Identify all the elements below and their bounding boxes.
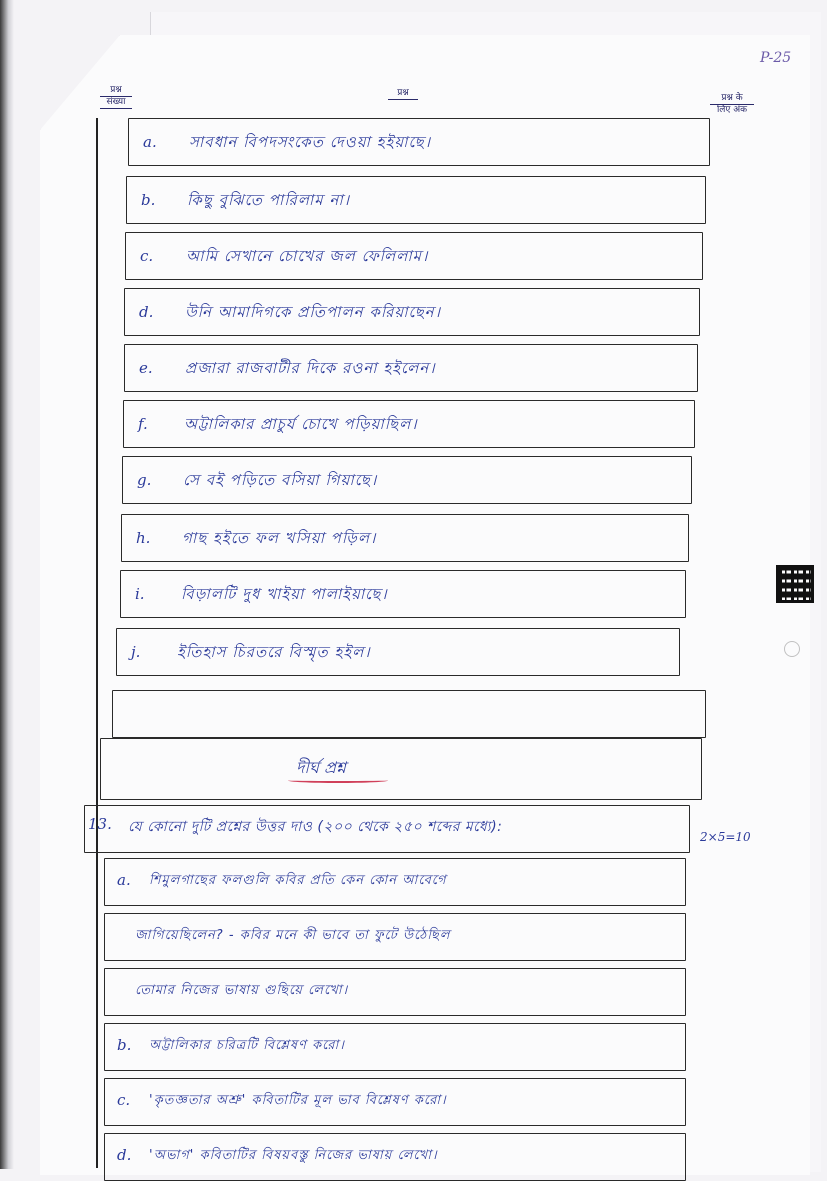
left-margin-line <box>96 118 98 1168</box>
long-answer-text: জাগিয়েছিলেন? - কবির মনে কী ভাবে তা ফুটে উঠেছিল <box>135 928 451 943</box>
empty-row <box>100 738 702 800</box>
scan-marker-icon <box>784 641 800 657</box>
empty-row <box>112 690 706 738</box>
answer-label: i. <box>135 585 145 603</box>
answer-row <box>123 400 695 448</box>
long-answer-row <box>104 968 686 1016</box>
answer-row <box>126 176 706 224</box>
header-marks-line2: लिए अंक <box>716 105 748 115</box>
answer-text: সে বই পড়িতে বসিয়া গিয়াছে। <box>183 471 378 489</box>
answer-row <box>124 344 698 392</box>
header-question-number-line2: संख्या <box>100 97 132 109</box>
header-marks-line1: प्रश्न के <box>710 93 754 105</box>
question-number: 13. <box>88 815 112 833</box>
answer-label: a. <box>143 133 157 151</box>
answer-label: f. <box>138 415 148 433</box>
answer-row <box>125 232 703 280</box>
answer-row <box>120 570 686 618</box>
long-answer-text: 'অভাগ' কবিতাটির বিষয়বস্তু নিজের ভাষায় লেখো। <box>149 1148 438 1163</box>
long-answer-text: শিমুলগাছের ফলগুলি কবির প্রতি কেন কোন আবেগে <box>149 873 447 888</box>
scan-edge-shadow <box>0 0 14 1169</box>
long-answer-row <box>104 913 686 961</box>
long-answer-label: d. <box>117 1146 132 1164</box>
answer-text: বিড়ালটি দুধ খাইয়া পালাইয়াছে। <box>181 585 388 603</box>
header-question-label: प्रश्न <box>388 88 418 100</box>
heading-underline <box>288 778 388 783</box>
long-answer-row <box>104 1078 686 1126</box>
answer-text: প্রজারা রাজবাটীর দিকে রওনা হইলেন। <box>185 359 436 377</box>
long-answer-label: c. <box>117 1091 131 1109</box>
answer-label: c. <box>140 247 154 265</box>
long-answer-row <box>104 1023 686 1071</box>
answer-text: আমি সেখানে চোখের জল ফেলিলাম। <box>186 247 429 265</box>
answer-row <box>124 288 700 336</box>
question-text: যে কোনো দুটি প্রশ্নের উত্তর দাও (২০০ থেকে ২৫০ শব্দের মধ্যে): <box>128 819 503 835</box>
answer-text: গাছ হইতে ফল খসিয়া পড়িল। <box>182 529 377 547</box>
long-answer-row <box>104 858 686 906</box>
long-answer-text: তোমার নিজের ভাষায় গুছিয়ে লেখো। <box>135 983 349 998</box>
answer-label: g. <box>137 471 152 489</box>
long-answer-label: b. <box>117 1036 132 1054</box>
page-number: P-25 <box>760 50 792 66</box>
answer-text: সাবধান বিপদসংকেত দেওয়া হইয়াছে। <box>189 133 432 151</box>
answer-label: h. <box>136 529 151 547</box>
answer-label: d. <box>139 303 154 321</box>
answer-text: কিছু বুঝিতে পারিলাম না। <box>187 191 351 209</box>
answer-label: j. <box>131 643 141 661</box>
header-question-number <box>100 85 132 109</box>
header-question <box>388 88 418 100</box>
long-answer-text: 'কৃতজ্ঞতার অশ্রু' কবিতাটির মূল ভাব বিশ্লেষণ করো। <box>149 1093 447 1108</box>
long-answer-text: অট্টালিকার চরিত্রটি বিশ্লেষণ করো। <box>149 1038 345 1053</box>
answer-text: উনি আমাদিগকে প্রতিপালন করিয়াছেন। <box>185 303 441 321</box>
header-question-number-line1: प्रश्न <box>100 85 132 97</box>
long-answer-row <box>104 1133 686 1181</box>
answer-row <box>116 628 680 676</box>
answer-row <box>122 456 692 504</box>
answer-label: e. <box>139 359 153 377</box>
header-marks <box>710 93 754 116</box>
qr-code-icon <box>776 565 814 603</box>
answer-text: ইতিহাস চিরতরে বিস্মৃত হইল। <box>177 643 371 661</box>
answer-text: অট্টালিকার প্রাচুর্য চোখে পড়িয়াছিল। <box>184 415 418 433</box>
long-answer-label: a. <box>117 871 131 889</box>
answer-label: b. <box>141 191 156 209</box>
answer-row <box>128 118 710 166</box>
question-marks: 2×5=10 <box>700 830 751 844</box>
answer-row <box>121 514 689 562</box>
long-question-heading: দীর্ঘ প্রশ্ন <box>296 758 346 777</box>
